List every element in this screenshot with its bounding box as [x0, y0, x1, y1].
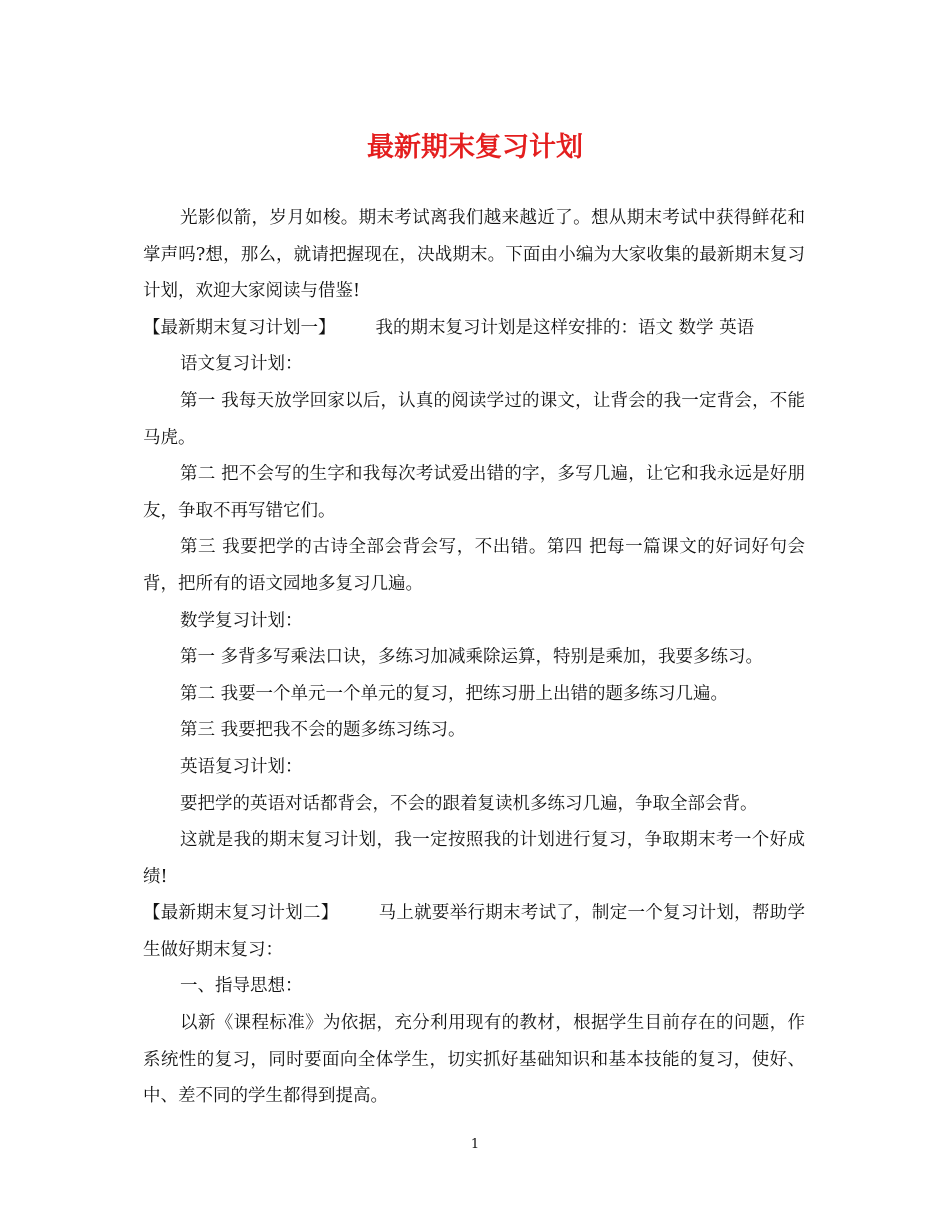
paragraph-english-plan: 英语复习计划：	[180, 756, 303, 777]
paragraph-chinese-third: 第三 我要把学的古诗全部会背会写，不出错。第四 把每一篇课文的好词好句会背，把所有的语文园地多复习几遍。	[143, 537, 805, 594]
paragraph-intro: 光影似箭，岁月如梭。期末考试离我们越来越近了。想从期末考试中获得鲜花和掌声吗?想，那么，就请把握现在，决战期末。下面由小编为大家收集的最新期末复习计划，欢迎大家阅读与借鉴!	[143, 208, 805, 302]
paragraph-math-third: 第三 我要把我不会的题多练习练习。	[180, 720, 466, 741]
paragraph-chinese-first: 第一 我每天放学回家以后，认真的阅读学过的课文，让背会的我一定背会，不能马虎。	[143, 390, 805, 448]
paragraph-english-content: 要把学的英语对话都背会，不会的跟着复读机多练习几遍，争取全部会背。	[180, 793, 758, 814]
document-title: 最新期末复习计划	[367, 132, 583, 163]
paragraph-math-first: 第一 多背多写乘法口诀，多练习加减乘除运算，特别是乘加，我要多练习。	[180, 647, 764, 668]
paragraph-plan-one-heading	[143, 310, 805, 347]
paragraph-math-second: 第二 我要一个单元一个单元的复习，把练习册上出错的题多练习几遍。	[180, 683, 729, 704]
document-body	[143, 200, 805, 1115]
page-number: 1	[470, 1137, 480, 1152]
paragraph-text: 我的期末复习计划是这样安排的：语文 数学 英语	[375, 317, 755, 338]
paragraph-chinese-plan: 语文复习计划：	[180, 354, 303, 375]
paragraph-text: 马上就要举行期末考试了，制定一个复习计划，帮助学生做好期末复习：	[143, 903, 806, 960]
paragraph-math-plan: 数学复习计划：	[180, 610, 303, 631]
paragraph-guiding-content: 以新《课程标准》为依据，充分利用现有的教材，根据学生目前存在的问题，作系统性的复习，同时要面向全体学生，切实抓好基础知识和基本技能的复习，使好、中、差不同的学生都得到提高。	[143, 1013, 805, 1107]
paragraph-guiding-thought: 一、指导思想：	[180, 976, 303, 997]
section-heading-plan-one: 【最新期末复习计划一】	[143, 317, 336, 338]
paragraph-chinese-second: 第二 把不会写的生字和我每次考试爱出错的字，多写几遍，让它和我永远是好朋友，争取不再写错它们。	[143, 464, 805, 521]
section-heading-plan-two: 【最新期末复习计划二】	[143, 903, 339, 924]
paragraph-conclusion: 这就是我的期末复习计划，我一定按照我的计划进行复习，争取期末考一个好成绩!	[143, 830, 805, 887]
paragraph-plan-two-heading	[143, 895, 805, 968]
